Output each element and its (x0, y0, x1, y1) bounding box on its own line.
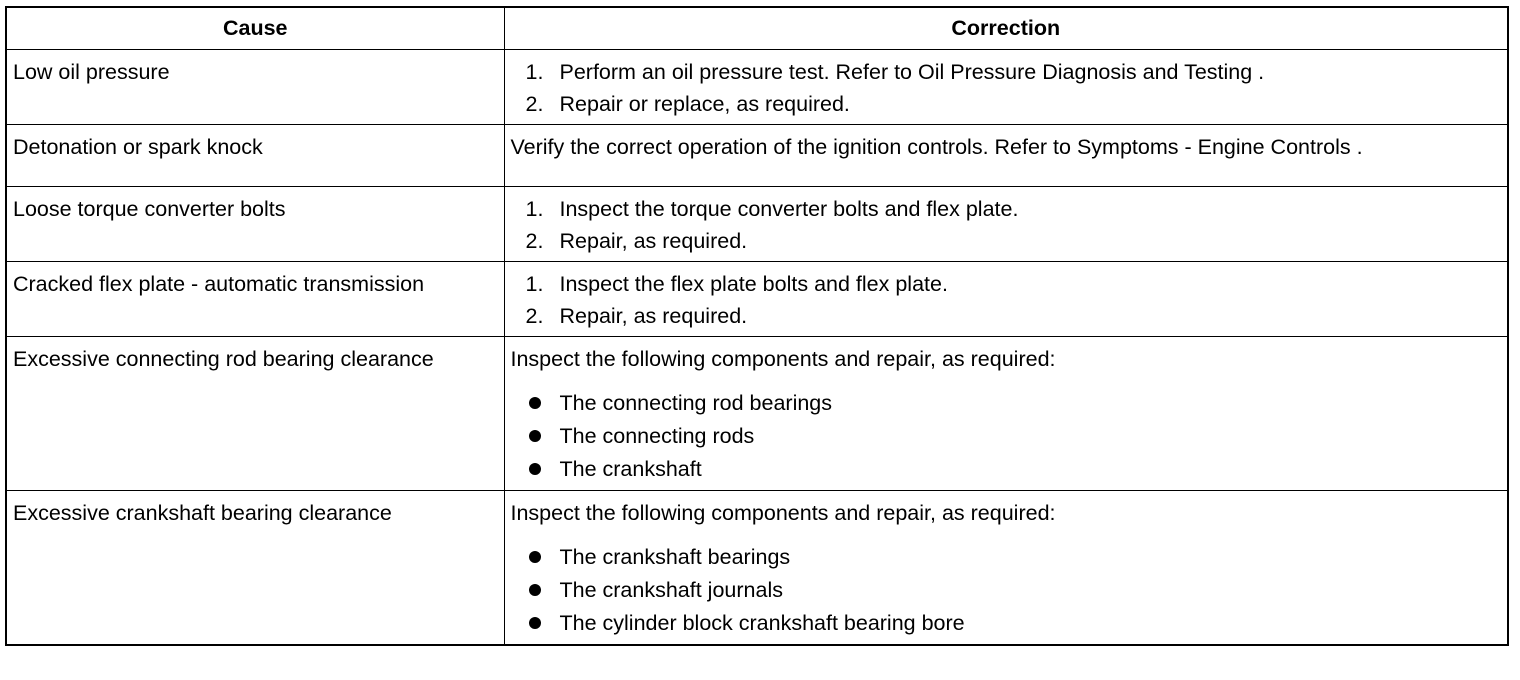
bullet-icon (529, 584, 541, 596)
table-row (6, 49, 1508, 124)
step-text: Inspect the flex plate bolts and flex plate. (559, 271, 948, 296)
step-number: 2. (525, 91, 544, 116)
bullet-text: The crankshaft (559, 456, 702, 481)
step-text: Inspect the torque converter bolts and flex plate. (559, 196, 1019, 221)
bullet-text: The connecting rods (559, 423, 755, 448)
step-item (511, 88, 1502, 120)
list-item (511, 541, 1502, 574)
step-number: 1. (525, 196, 544, 221)
step-item (511, 268, 1502, 300)
step-text: Repair or replace, as required. (559, 91, 850, 116)
cause-cell: Low oil pressure (6, 49, 504, 124)
bullet-text: The crankshaft bearings (559, 544, 791, 569)
correction-intro: Inspect the following components and repair, as required: (510, 346, 1056, 371)
correction-intro: Inspect the following components and repair, as required: (510, 500, 1056, 525)
step-text: Perform an oil pressure test. Refer to Oil Pressure Diagnosis and Testing . (559, 59, 1265, 84)
table-row (6, 490, 1508, 645)
bullet-text: The crankshaft journals (559, 577, 783, 602)
correction-cell (504, 336, 1508, 490)
step-number: 2. (525, 228, 544, 253)
step-list (511, 193, 1502, 257)
step-item (511, 56, 1502, 88)
correction-cell (504, 186, 1508, 261)
table-row (6, 124, 1508, 186)
cause-cell: Loose torque converter bolts (6, 186, 504, 261)
table-row (6, 336, 1508, 490)
step-number: 2. (525, 303, 544, 328)
step-item (511, 300, 1502, 332)
diagnostic-table (5, 6, 1509, 646)
step-number: 1. (525, 59, 544, 84)
bullet-list (511, 541, 1502, 640)
cause-cell: Cracked flex plate - automatic transmission (6, 261, 504, 336)
bullet-icon (529, 397, 541, 409)
step-list (511, 268, 1502, 332)
step-text: Repair, as required. (559, 303, 748, 328)
header-cause: Cause (6, 7, 504, 49)
list-item (511, 607, 1502, 640)
correction-cell (504, 49, 1508, 124)
bullet-text: The connecting rod bearings (559, 390, 833, 415)
step-list (511, 56, 1502, 120)
bullet-icon (529, 551, 541, 563)
header-row (6, 7, 1508, 49)
bullet-icon (529, 463, 541, 475)
correction-cell (504, 261, 1508, 336)
correction-cell: Verify the correct operation of the ignition controls. Refer to Symptoms - Engine Controls . (504, 124, 1508, 186)
header-correction: Correction (504, 7, 1508, 49)
list-item (511, 453, 1502, 486)
correction-cell (504, 490, 1508, 645)
step-item (511, 225, 1502, 257)
bullet-text: The cylinder block crankshaft bearing bore (559, 610, 965, 635)
step-text: Repair, as required. (559, 228, 748, 253)
bullet-icon (529, 617, 541, 629)
cause-cell: Detonation or spark knock (6, 124, 504, 186)
bullet-icon (529, 430, 541, 442)
cause-cell: Excessive crankshaft bearing clearance (6, 490, 504, 645)
table-row (6, 261, 1508, 336)
list-item (511, 387, 1502, 420)
list-item (511, 574, 1502, 607)
step-number: 1. (525, 271, 544, 296)
step-item (511, 193, 1502, 225)
bullet-list (511, 387, 1502, 486)
table-row (6, 186, 1508, 261)
cause-cell: Excessive connecting rod bearing clearance (6, 336, 504, 490)
list-item (511, 420, 1502, 453)
